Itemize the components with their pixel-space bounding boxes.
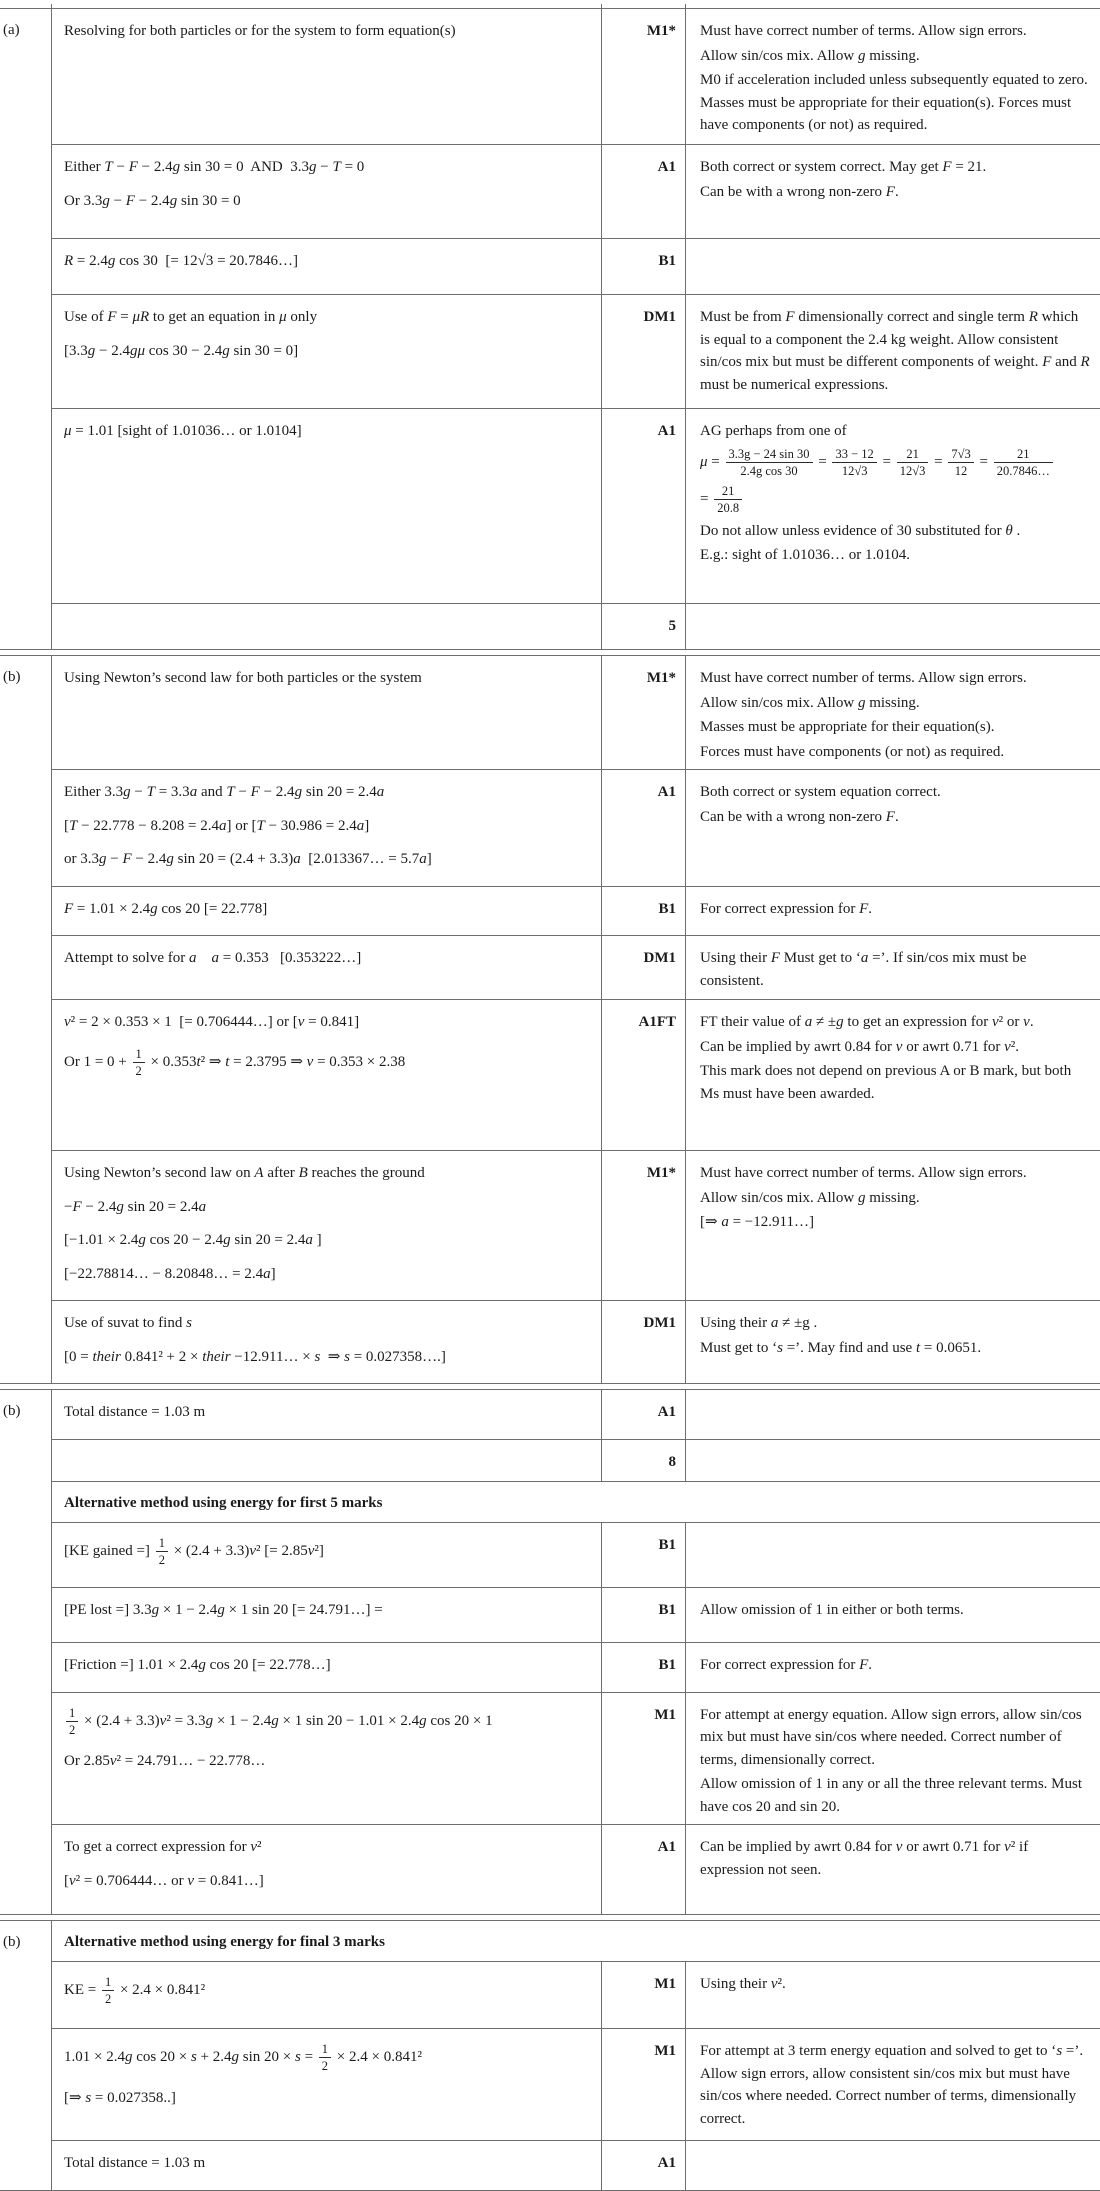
part-cell <box>0 9 52 649</box>
solution-line: Either T − F − 2.4g sin 30 = 0 AND 3.3g − T = 0 <box>64 159 365 175</box>
notes-cell <box>686 770 1100 886</box>
mark-cell <box>602 2029 686 2140</box>
notes-cell <box>686 409 1100 603</box>
note-line: Do not allow unless evidence of 30 substituted for θ . <box>700 522 1021 539</box>
mark-cell <box>602 887 686 936</box>
solution-line: Or 2.85v² = 24.791… − 22.778… <box>64 1753 266 1769</box>
mark-cell <box>602 2141 686 2190</box>
solution-line: v² = 2 × 0.353 × 1 [= 0.706444…] or [v = 0.841] <box>64 1014 360 1030</box>
section-b-main <box>0 655 1100 1384</box>
rows <box>52 656 1100 1383</box>
solution-line: [⇒ s = 0.027358..] <box>64 2089 176 2106</box>
note-line: Masses must be appropriate for their equation(s). <box>700 719 995 735</box>
mark-scheme-row <box>52 408 1100 603</box>
top-edge-part-stub <box>0 4 52 8</box>
note-line: Must get to ‘s =’. May find and use t = 0.0651. <box>700 1339 982 1356</box>
mark-cell <box>602 409 686 603</box>
solution-cell <box>52 1390 602 1439</box>
mark-scheme-row <box>52 1642 1100 1692</box>
mark-code: A1 <box>657 1404 676 1420</box>
notes-cell <box>686 604 1100 649</box>
notes-cell <box>686 1825 1100 1914</box>
mark-code: A1 <box>657 2155 676 2171</box>
mark-scheme-row <box>52 656 1100 769</box>
solution-line: [T − 22.778 − 8.208 = 2.4a] or [T − 30.986 = 2.4a] <box>64 817 370 834</box>
notes-cell <box>686 2141 1100 2190</box>
mark-scheme-row <box>52 9 1100 144</box>
mark-code: B1 <box>658 1656 676 1673</box>
fraction: $\frac{21}{12√3}$ <box>897 446 929 480</box>
mark-cell <box>602 1588 686 1642</box>
mark-cell <box>602 1523 686 1587</box>
note-line: Can be implied by awrt 0.84 for v or awrt 0.71 for v². <box>700 1038 1020 1055</box>
note-line: μ = $\frac{3.3g - 24 \sin 30}{\text{2.4g cos 30}}$ = $\frac{33 - 12}{12√3}$ = $\frac{21}{12√3}$ = $\frac{7√3}{12}$ = $\frac{21}{20.7846\dots}$ <box>700 445 1092 481</box>
rows <box>52 9 1100 649</box>
mark-code: M1 <box>654 1976 676 1992</box>
note-line: Allow sin/cos mix. Allow g missing. <box>700 694 920 711</box>
mark-code: B1 <box>658 253 676 269</box>
mark-code: DM1 <box>643 1315 676 1331</box>
note-line: FT their value of a ≠ ±g to get an expression for v² or v. <box>700 1014 1034 1030</box>
solution-cell <box>52 1440 602 1481</box>
solution-line: μ = 1.01 [sight of 1.01036… or 1.0104] <box>64 423 302 439</box>
solution-cell <box>52 9 602 144</box>
mark-cell <box>602 9 686 144</box>
mark-code: M1 <box>654 1706 676 1723</box>
mark-code: M1* <box>646 1165 676 1181</box>
note-line: Can be with a wrong non-zero F. <box>700 808 899 825</box>
solution-line: [KE gained =] $\frac{1}{2}$ × (2.4 + 3.3)v² [= 2.85v²] <box>64 1535 324 1567</box>
notes-cell <box>686 1151 1100 1300</box>
note-line: Allow omission of 1 in any or all the three relevant terms. Must have cos 20 and sin 20. <box>700 1776 1086 1815</box>
note-line: For correct expression for F. <box>700 1656 873 1673</box>
solution-line: Use of F = μR to get an equation in μ only <box>64 309 318 325</box>
solution-line: $\frac{1}{2}$ × (2.4 + 3.3)v² = 3.3g × 1 − 2.4g × 1 sin 20 − 1.01 × 2.4g cos 20 × 1 <box>64 1704 587 1740</box>
mark-scheme-row <box>52 1150 1100 1300</box>
solution-line: [Friction =] 1.01 × 2.4g cos 20 [= 22.778…] <box>64 1656 331 1673</box>
solution-line: Use of suvat to find s <box>64 1315 192 1331</box>
fraction: $\frac{1}{2}$ <box>102 1974 114 2008</box>
solution-cell <box>52 1523 602 1587</box>
solution-cell <box>52 409 602 603</box>
fraction: $\frac{33 - 12}{12√3}$ <box>832 446 876 480</box>
solution-cell <box>52 1825 602 1914</box>
part-cell <box>0 656 52 1383</box>
fraction: $\frac{1}{2}$ <box>66 1705 78 1739</box>
notes-cell <box>686 1000 1100 1150</box>
mark-cell <box>602 936 686 999</box>
mark-code: M1* <box>646 670 676 686</box>
fraction: $\frac{1}{2}$ <box>133 1046 145 1080</box>
notes-cell <box>686 1440 1100 1481</box>
notes-cell <box>686 145 1100 238</box>
note-line: = $\frac{21}{20.8}$ <box>700 482 1092 518</box>
top-edge-notes-stub <box>686 4 1100 8</box>
solution-line: Total distance = 1.03 m <box>64 1404 206 1420</box>
part-cell <box>0 1390 52 1914</box>
mark-code: M1* <box>646 23 676 39</box>
mark-code: A1FT <box>638 1014 676 1030</box>
note-line: Both correct or system correct. May get F = 21. <box>700 159 987 175</box>
notes-cell <box>686 1523 1100 1587</box>
solution-line: or 3.3g − F − 2.4g sin 20 = (2.4 + 3.3)a [2.013367… = 5.7a] <box>64 851 432 867</box>
solution-line: Either 3.3g − T = 3.3a and T − F − 2.4g sin 20 = 2.4a <box>64 784 385 800</box>
mark-code: B1 <box>658 900 676 917</box>
mark-code: A1 <box>657 423 676 439</box>
mark-scheme-row <box>52 1522 1100 1587</box>
mark-scheme-row <box>52 1961 1100 2028</box>
mark-scheme-row <box>52 1824 1100 1914</box>
fraction: $\frac{7√3}{12}$ <box>948 446 973 480</box>
mark-cell <box>602 1301 686 1383</box>
mark-scheme-table <box>0 8 1100 2191</box>
part-label: (b) <box>3 1403 21 1419</box>
note-line: For attempt at energy equation. Allow sign errors, allow sin/cos mix but must have sin/cos where needed. Correct number of terms, dimensionally correct. <box>700 1706 1086 1768</box>
note-line: Must be from F dimensionally correct and single term R which is equal to a component the 2.4 kg weight. Allow consistent sin/cos mix but must be different components of weight. F and R must be numerical expressions. <box>700 309 1094 393</box>
solution-line: [3.3g − 2.4gμ cos 30 − 2.4g sin 30 = 0] <box>64 342 299 359</box>
solution-cell <box>52 936 602 999</box>
note-line: For attempt at 3 term energy equation and solved to get to ‘s =’. Allow sign errors, allow consistent sin/cos mix but must have sin/cos where needed. Correct number of terms, dimensionally correct. <box>700 2043 1087 2127</box>
mark-scheme-row <box>52 144 1100 238</box>
mark-code: A1 <box>657 784 676 800</box>
notes-cell <box>686 1390 1100 1439</box>
notes-cell <box>686 1643 1100 1692</box>
solution-line: −F − 2.4g sin 20 = 2.4a <box>64 1198 207 1215</box>
solution-line: [PE lost =] 3.3g × 1 − 2.4g × 1 sin 20 [= 24.791…] = <box>64 1601 383 1618</box>
solution-line: Total distance = 1.03 m <box>64 2155 206 2171</box>
mark-cell <box>602 1693 686 1825</box>
mark-cell <box>602 604 686 649</box>
alternative-method-header-row <box>52 1481 1100 1522</box>
mark-code: B1 <box>658 1601 676 1618</box>
solution-line: Resolving for both particles or for the system to form equation(s) <box>64 23 456 39</box>
rows <box>52 1390 1100 1914</box>
part-label: (b) <box>3 1934 21 1950</box>
mark-code: DM1 <box>643 950 676 966</box>
mark-scheme-row <box>52 999 1100 1150</box>
solution-cell <box>52 1588 602 1642</box>
solution-cell <box>52 604 602 649</box>
mark-cell <box>602 1643 686 1692</box>
mark-cell <box>602 239 686 294</box>
note-line: Must have correct number of terms. Allow sign errors. <box>700 23 1027 39</box>
section-a <box>0 8 1100 650</box>
solution-line: 1.01 × 2.4g cos 20 × s + 2.4g sin 20 × s = $\frac{1}{2}$ × 2.4 × 0.841² <box>64 2042 422 2074</box>
notes-cell <box>686 1693 1100 1825</box>
notes-cell <box>686 887 1100 936</box>
marks-subtotal-row <box>52 1439 1100 1481</box>
note-line: Must have correct number of terms. Allow sign errors. <box>700 670 1027 686</box>
fraction: $\frac{3.3g - 24 \sin 30}{\text{2.4g cos 30}}$ <box>726 446 813 480</box>
note-line: Allow sin/cos mix. Allow g missing. <box>700 47 920 64</box>
mark-scheme-row <box>52 1390 1100 1439</box>
solution-cell <box>52 2141 602 2190</box>
solution-line: [−22.78814… − 8.20848… = 2.4a] <box>64 1265 276 1282</box>
mark-cell <box>602 1390 686 1439</box>
mark-scheme-row <box>52 935 1100 999</box>
mark-code: A1 <box>657 1839 676 1855</box>
solution-cell <box>52 295 602 408</box>
fraction: $\frac{1}{2}$ <box>156 1535 168 1569</box>
part-cell <box>0 1921 52 2190</box>
mark-scheme-row <box>52 2028 1100 2140</box>
solution-cell <box>52 1643 602 1692</box>
solution-line: [v² = 0.706444… or v = 0.841…] <box>64 1872 264 1889</box>
solution-cell <box>52 1693 602 1825</box>
solution-line: KE = $\frac{1}{2}$ × 2.4 × 0.841² <box>64 1975 206 2007</box>
solution-line: Or 3.3g − F − 2.4g sin 30 = 0 <box>64 192 241 209</box>
notes-cell <box>686 295 1100 408</box>
note-line: Can be implied by awrt 0.84 for v or awrt 0.71 for v² if expression not seen. <box>700 1839 1032 1878</box>
solution-cell <box>52 1000 602 1150</box>
part-label: (b) <box>3 669 21 685</box>
mark-scheme-row <box>52 886 1100 936</box>
mark-scheme-row <box>52 238 1100 294</box>
note-line: Using their a ≠ ±g . <box>700 1315 818 1331</box>
notes-cell <box>686 1301 1100 1383</box>
fraction: $\frac{1}{2}$ <box>319 2041 331 2075</box>
section-b-alternative-final <box>0 1920 1100 2191</box>
solution-cell <box>52 887 602 936</box>
rows <box>52 1921 1100 2190</box>
notes-cell <box>686 656 1100 769</box>
solution-cell <box>52 239 602 294</box>
mark-cell <box>602 295 686 408</box>
note-line: E.g.: sight of 1.01036… or 1.0104. <box>700 547 910 563</box>
solution-cell <box>52 656 602 769</box>
note-line: Using their v². <box>700 1976 786 1992</box>
mark-cell <box>602 1000 686 1150</box>
notes-cell <box>686 1588 1100 1642</box>
solution-line: Or 1 = 0 + $\frac{1}{2}$ × 0.353t² ⇒ t = 2.3795 ⇒ v = 0.353 × 2.38 <box>64 1046 406 1078</box>
solution-line: Using Newton’s second law for both particles or the system <box>64 670 422 686</box>
note-line: [⇒ a = −12.911…] <box>700 1214 814 1230</box>
solution-line: [0 = their 0.841² + 2 × their −12.911… × s ⇒ s = 0.027358….] <box>64 1348 446 1365</box>
mark-cell <box>602 145 686 238</box>
table-top-edge <box>0 4 1100 8</box>
solution-cell <box>52 1301 602 1383</box>
note-line: Forces must have components (or not) as required. <box>700 743 1005 760</box>
top-edge-mark-stub <box>602 4 686 8</box>
note-line: This mark does not depend on previous A or B mark, but both Ms must have been awarded. <box>700 1063 1075 1102</box>
note-line: Allow sin/cos mix. Allow g missing. <box>700 1189 920 1206</box>
mark-code: DM1 <box>643 309 676 325</box>
section-b-continued <box>0 1389 1100 1915</box>
mark-cell <box>602 1151 686 1300</box>
note-line: Using their F Must get to ‘a =’. If sin/cos mix must be consistent. <box>700 950 1031 989</box>
mark-cell <box>602 1825 686 1914</box>
mark-scheme-row <box>52 1300 1100 1383</box>
notes-cell <box>686 936 1100 999</box>
mark-scheme-row <box>52 1692 1100 1825</box>
mark-code: 5 <box>668 618 676 634</box>
solution-line: [−1.01 × 2.4g cos 20 − 2.4g sin 20 = 2.4a ] <box>64 1232 322 1248</box>
notes-cell <box>686 9 1100 144</box>
note-line: M0 if acceleration included unless subsequently equated to zero. Masses must be appropriate for their equation(s). Forces must have components (or not) as required. <box>700 72 1092 133</box>
notes-cell <box>686 2029 1100 2140</box>
part-label: (a) <box>3 22 20 38</box>
mark-scheme-row <box>52 1587 1100 1642</box>
solution-cell <box>52 145 602 238</box>
note-line: AG perhaps from one of <box>700 423 847 439</box>
note-line: Both correct or system equation correct. <box>700 784 941 800</box>
mark-scheme-row <box>52 769 1100 886</box>
mark-cell <box>602 1962 686 2028</box>
solution-line: Attempt to solve for a a = 0.353 [0.353222…] <box>64 950 362 966</box>
solution-line: To get a correct expression for v² <box>64 1839 262 1855</box>
mark-code: B1 <box>658 1536 676 1553</box>
top-edge-solution-stub <box>52 4 602 8</box>
solution-cell <box>52 770 602 886</box>
mark-scheme-row <box>52 294 1100 408</box>
mark-cell <box>602 1440 686 1481</box>
mark-cell <box>602 656 686 769</box>
mark-code: M1 <box>654 2043 676 2059</box>
alternative-method-header-row <box>52 1921 1100 1961</box>
section-subheading: Alternative method using energy for final 3 marks <box>64 1934 385 1950</box>
section-subheading: Alternative method using energy for first 5 marks <box>64 1494 383 1511</box>
mark-scheme-row <box>52 2140 1100 2190</box>
solution-line: F = 1.01 × 2.4g cos 20 [= 22.778] <box>64 900 268 917</box>
solution-cell <box>52 1151 602 1300</box>
marks-subtotal-row <box>52 603 1100 649</box>
note-line: For correct expression for F. <box>700 900 873 917</box>
solution-cell <box>52 1962 602 2028</box>
note-line: Allow omission of 1 in either or both terms. <box>700 1601 964 1618</box>
fraction: $\frac{21}{20.7846\dots}$ <box>994 446 1053 480</box>
notes-cell <box>686 239 1100 294</box>
note-line: Must have correct number of terms. Allow sign errors. <box>700 1165 1027 1181</box>
note-line: Can be with a wrong non-zero F. <box>700 183 899 200</box>
solution-line: R = 2.4g cos 30 [= 12√3 = 20.7846…] <box>64 253 299 269</box>
mark-cell <box>602 770 686 886</box>
mark-code: 8 <box>668 1453 676 1470</box>
solution-line: Using Newton’s second law on A after B reaches the ground <box>64 1165 425 1181</box>
mark-code: A1 <box>657 159 676 175</box>
fraction: $\frac{21}{20.8}$ <box>714 483 742 517</box>
solution-cell <box>52 2029 602 2140</box>
notes-cell <box>686 1962 1100 2028</box>
